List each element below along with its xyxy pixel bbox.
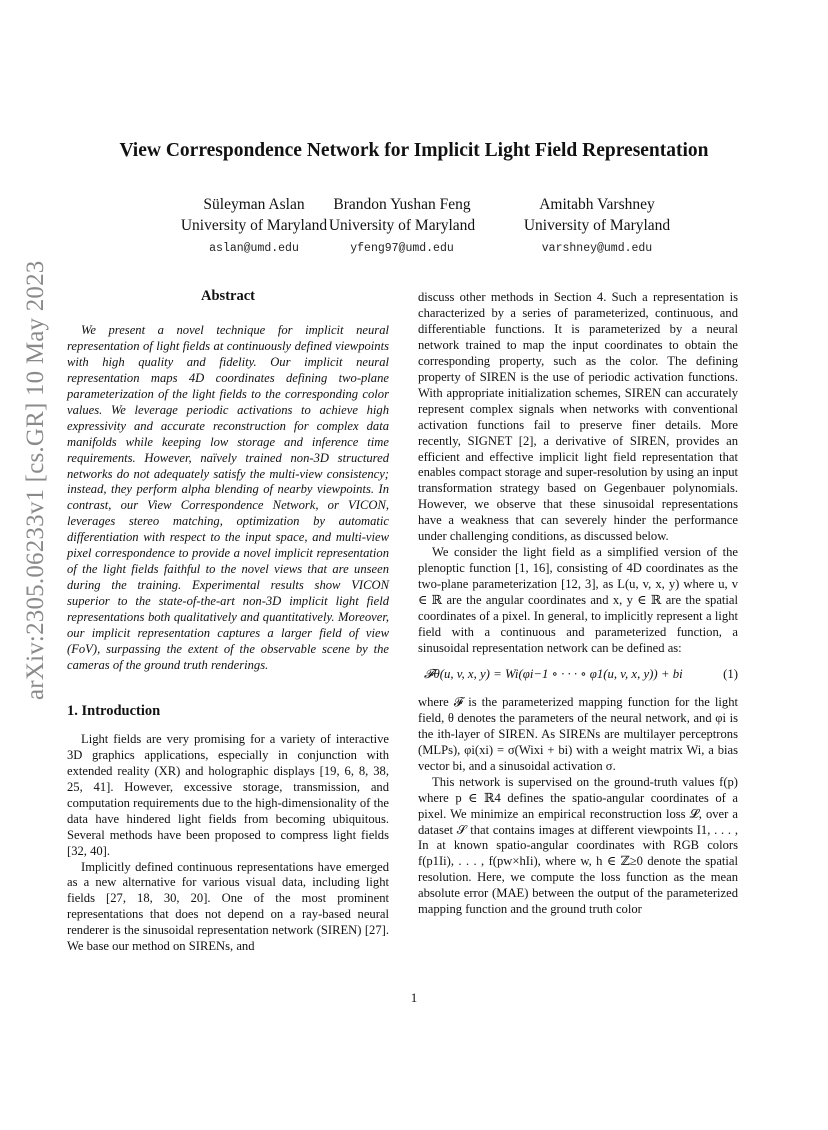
abstract-heading: Abstract (201, 288, 255, 304)
left-column (67, 289, 389, 955)
body-paragraph: discuss other methods in Section 4. Such a representation is characterized by a series of parameterized, continuous, and differentiable functions. It is parameterized by a neural network trained to map the input coordinates to obtain the corresponding property, such as the color. The defining property of SIREN is the use of periodic activation functions. With appropriate initialization schemes, SIREN can accurately represent complex signals when networks with conventional activation functions fail to preserve finer details. More recently, SIGNET [2], a derivative of SIREN, provides an efficient and effective implicit light field representation that enables compact storage and super-resolution by using an input transformation strategy based on Gegenbauer polynomials. However, we observe that these sinusoidal representations have a weakness that can severely hinder the performance under challenging conditions, as discussed below. (418, 290, 738, 544)
right-column (418, 290, 738, 918)
equation-number: (1) (723, 666, 738, 681)
author-affiliation: University of Maryland (328, 217, 476, 234)
author-affiliation: University of Maryland (180, 217, 328, 234)
author-3 (497, 194, 697, 259)
author-name: Brandon Yushan Feng (333, 196, 471, 213)
author-name: Amitabh Varshney (539, 196, 655, 213)
intro-paragraph: Implicitly defined continuous representations have emerged as a new alternative for various visual data, including light fields [27, 18, 30, 20]. One of the most prominent representations that does not depend on a ray-based neural renderer is the sinusoidal representation network (SIREN) [27]. We base our method on SIRENs, and (67, 859, 389, 954)
equation-expression: 𝓕θ(u, v, x, y) = Wi(φi−1 ∘ · · · ∘ φ1(u, v, x, y)) + bi (424, 666, 683, 681)
introduction-heading: 1. Introduction (67, 702, 161, 719)
author-email: varshney@umd.edu (541, 242, 653, 255)
author-email: yfeng97@umd.edu (350, 242, 454, 255)
body-paragraph: This network is supervised on the ground-truth values f(p) where p ∈ ℝ4 defines the spatio-angular coordinates of a pixel. We minimize an empirical reconstruction loss 𝓛, over a dataset 𝒮 that contains images at different viewpoints I1, . . . , In at known spatio-angular coordinates with RGB colors f(p1Ii), . . . , f(pw×hIi), where w, h ∈ ℤ≥0 denote the spatial resolution. Here, we compute the loss function as the mean absolute error (MAE) between the output of the parameterized mapping function and the ground truth color (418, 774, 738, 917)
intro-paragraph: Light fields are very promising for a variety of interactive 3D graphics applications, especially in conjunction with extended reality (XR) and holographic displays [19, 6, 8, 38, 25, 41]. However, excessive storage, transmission, and computation requirements due to the high-dimensionality of the data have hindered light fields from becoming ubiquitous. Several methods have been proposed to compress light fields [32, 40]. (67, 731, 389, 858)
arxiv-stamp (22, 260, 52, 1130)
author-affiliation: University of Maryland (523, 217, 671, 234)
body-paragraph: where 𝓕 is the parameterized mapping function for the light field, θ denotes the parameters of the neural network, and φi is the ith-layer of SIREN. As SIRENs are multilayer perceptrons (MLPs), φi(xi) = σ(Wixi + bi) with a weight matrix Wi, a bias vector bi, and a sinusoidal activation σ. (418, 694, 738, 773)
author-name: Süleyman Aslan (203, 196, 305, 213)
equation-1 (418, 667, 738, 683)
author-email: aslan@umd.edu (209, 242, 299, 255)
abstract-text: We present a novel technique for implicit neural representation of light fields at continuously defined viewpoints with high quality and fidelity. Our implicit neural representation maps 4D coordinates defining two-plane parameterization of the light fields to the corresponding color values. We leverage periodic activations to achieve high expressivity and accurate reconstruction for complex data manifolds while keeping low storage and inference time requirements. However, naïvely trained non-3D structured networks do not adequately satisfy the multi-view consistency; instead, they perform alpha blending of nearby viewpoints. In contrast, our View Correspondence Network, or VICON, leverages stereo matching, optimization by automatic differentiation with respect to the input space, and multi-view pixel correspondence to provide a novel implicit representation of the light fields faithful to the novel views that are unseen during the training. Experimental results show VICON superior to the state-of-the-art non-3D implicit light field representations both qualitatively and quantitatively. Moreover, our implicit representation captures a larger field of view (FoV), surpassing the extent of the observable scene by the cameras of the ground truth renderings. (67, 322, 389, 672)
body-paragraph: We consider the light field as a simplified version of the plenoptic function [1, 16], consisting of 4D coordinates as the two-plane parameterization [12, 3], as L(u, v, x, y) where u, v ∈ ℝ are the angular coordinates and x, y ∈ ℝ are the spatial coordinates of a pixel. In general, to implicitly represent a light field with a continuous and parameterized function, a sinusoidal representation network can be defined as: (418, 545, 738, 655)
arxiv-stamp-text: arXiv:2305.06233v1 [cs.GR] 10 May 2023 (22, 260, 49, 700)
author-2 (302, 194, 502, 259)
page-number: 1 (410, 990, 418, 1005)
paper-title: View Correspondence Network for Implicit Light Field Representation (119, 140, 709, 161)
